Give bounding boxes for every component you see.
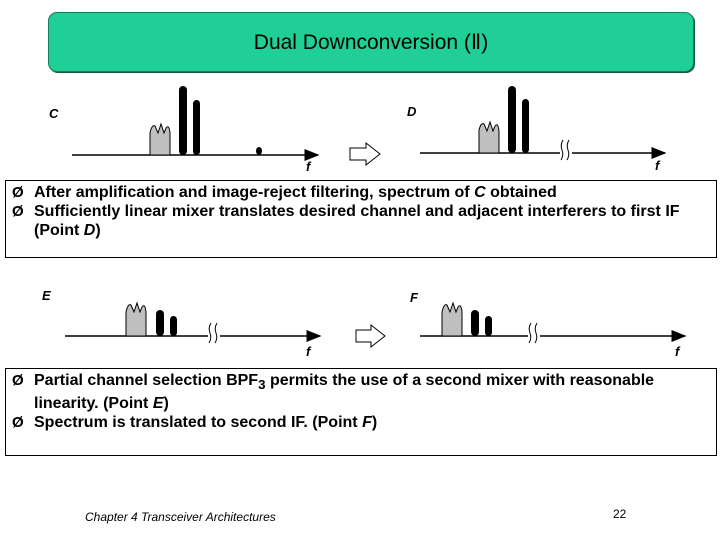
bullet-top-2 <box>12 202 710 240</box>
interferer-e-2 <box>170 316 177 336</box>
interferer-d-2 <box>522 99 529 153</box>
desired-channel-f <box>442 303 462 336</box>
bullets-top <box>5 180 717 258</box>
bullets-bottom <box>5 368 717 456</box>
interferer-c-1 <box>179 86 187 155</box>
interferer-e-1 <box>156 310 164 336</box>
interferer-f-2 <box>485 316 492 336</box>
spectrum-e-label: E <box>42 288 51 303</box>
interferer-d-1 <box>508 86 516 153</box>
interferer-c-2 <box>193 100 200 155</box>
bullet-marker-icon: Ø <box>12 203 24 220</box>
interferer-f-1 <box>471 310 479 336</box>
bullet-top-2-text: Sufficiently linear mixer translates desired channel and adjacent interferers to first IF (Point D) <box>34 203 680 239</box>
axis-c-f: f <box>306 159 311 174</box>
footer-chapter: Chapter 4 Transceiver Architectures <box>85 510 276 524</box>
interferer-c-3 <box>256 147 262 155</box>
bullet-bottom-2 <box>12 413 710 432</box>
transition-arrow-top <box>350 143 380 165</box>
desired-channel-e <box>126 303 146 336</box>
spectrum-c-label: C <box>49 106 59 121</box>
diagram-bottom <box>0 278 720 366</box>
bullet-marker-icon: Ø <box>12 184 24 201</box>
spectrum-d-label: D <box>407 104 417 119</box>
bullet-marker-icon: Ø <box>12 414 24 432</box>
bullet-bottom-2-text: Spectrum is translated to second IF. (Point F) <box>34 414 378 432</box>
page-number: 22 <box>613 507 627 521</box>
bullet-bottom-1 <box>12 371 710 413</box>
slide-title: Dual Downconversion (Ⅱ) <box>48 12 694 72</box>
desired-channel-d <box>479 122 499 153</box>
bullet-top-1-text: After amplification and image-reject filtering, spectrum of C obtained <box>34 184 557 201</box>
axis-e-f: f <box>306 344 311 359</box>
bullet-marker-icon: Ø <box>12 372 24 389</box>
transition-arrow-bottom <box>356 325 385 347</box>
axis-f-f: f <box>675 344 680 359</box>
bullet-top-1 <box>12 183 710 202</box>
diagram-top <box>0 78 720 176</box>
desired-channel-c <box>150 124 170 155</box>
bullet-bottom-1-text: Partial channel selection $BPF_3$ permits the use of a second mixer with reasonable linearity. (Point E) <box>34 372 655 413</box>
spectrum-f-label: F <box>410 290 418 305</box>
axis-d-f: f <box>655 158 660 173</box>
